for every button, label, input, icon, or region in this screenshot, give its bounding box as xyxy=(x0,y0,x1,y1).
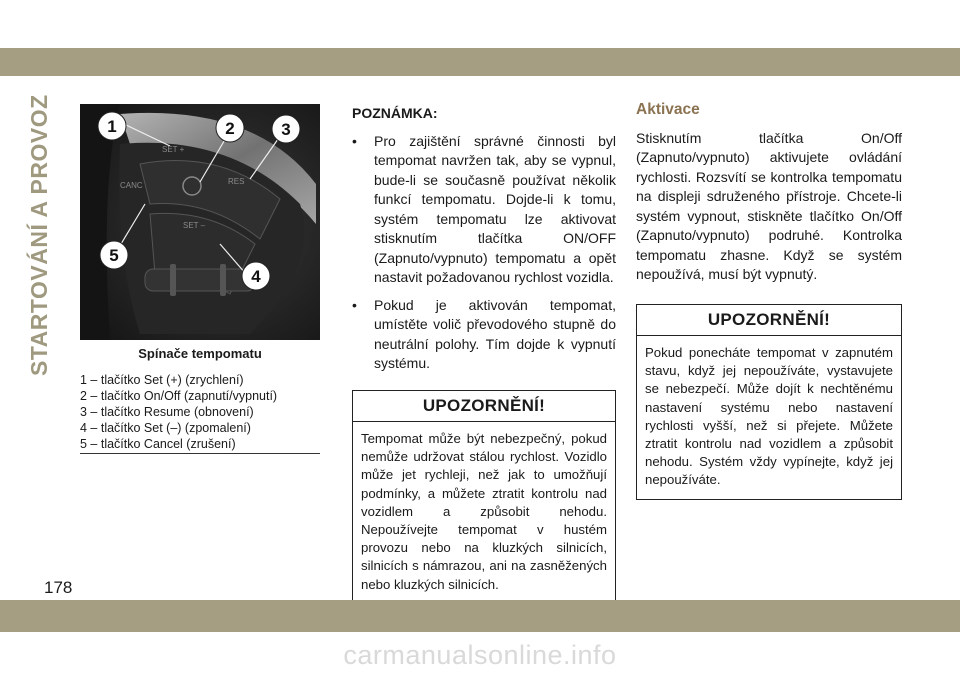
legend-item: 1 – tlačítko Set (+) (zrychlení) xyxy=(80,373,244,387)
set-plus-label: SET + xyxy=(162,145,185,154)
warning-heading: UPOZORNĚNÍ! xyxy=(353,391,615,423)
warning-box xyxy=(352,390,616,604)
callout-3: 3 xyxy=(281,120,291,139)
warning-text: Pokud ponecháte tempomat v zapnutém stavu, když jej nepoužíváte, vystavujete se nebezpečí. Může dojít k nechtěnému nastavení systému nebo nastavení rychlosti vyšší, než si přejete. Můžete ztratit kontrolu nad vozidlem a způsobit nehodu. Systém vždy vypínejte, když jej nepoužíváte. xyxy=(645,345,893,488)
bullet-mark: • xyxy=(352,132,357,149)
figure-caption: Spínače tempomatu xyxy=(138,346,262,361)
legend-item: 2 – tlačítko On/Off (zapnutí/vypnutí) xyxy=(80,389,278,403)
callout-5: 5 xyxy=(109,246,119,265)
footer-band xyxy=(0,600,960,632)
resume-label: RES xyxy=(228,177,245,186)
warning-text: Tempomat může být nebezpečný, pokud nemůže udržovat stálou rychlost. Vozidlo může jet rychleji, než jak to umožňují podmínky, a můžete ztratit kontrolu nad vozidlem a způsobit nehodu. Nepoužívejte tempomat v hustém provozu nebo na kluzkých silnicích, silnicích s námrazou, ani na zasněžených nebo kluzkých silnicích. xyxy=(361,431,607,592)
chapter-side-title: STARTOVÁNÍ A PROVOZ xyxy=(26,94,52,376)
note-column xyxy=(352,104,616,604)
cruise-control-switches-photo xyxy=(80,104,320,340)
watermark: carmanualsonline.info xyxy=(343,640,617,670)
callout-2: 2 xyxy=(225,119,235,138)
section-title: Aktivace xyxy=(636,101,700,118)
page-number: 178 xyxy=(44,578,73,597)
legend-item: 3 – tlačítko Resume (obnovení) xyxy=(80,405,254,419)
warning-heading: UPOZORNĚNÍ! xyxy=(637,305,901,337)
callout-4: 4 xyxy=(251,267,261,286)
activation-column xyxy=(636,100,902,500)
activation-paragraph: Stisknutím tlačítka On/Off (Zapnuto/vypnuto) aktivujete ovládání rychlosti. Rozsvítí se kontrolka tempomatu na displeji sdruženého přístroje. Chcete-li systém vypnout, stiskněte tlačítko On/Off (Zapnuto/vypnuto) podruhé. Kontrolka tempomatu zhasne. Když se systém nepoužívá, musí být vypnutý. xyxy=(636,129,902,282)
note-bullet xyxy=(352,132,616,288)
legend-divider xyxy=(80,453,320,454)
set-minus-label: SET – xyxy=(183,221,206,230)
legend-item: 4 – tlačítko Set (–) (zpomalení) xyxy=(80,421,251,435)
bullet-mark: • xyxy=(352,296,357,313)
note-bullet-text: Pro zajištění správné činnosti byl tempomat navržen tak, aby se vypnul, bude-li se současně používat několik funkcí tempomatu. Dojde-li k tomu, systém tempomatu lze aktivovat stisknutím tlačítka ON/OFF (Zapnuto/vypnuto) tempomatu a opět nastavit požadovanou rychlost vozidla. xyxy=(374,132,616,285)
header-band xyxy=(0,48,960,76)
cancel-label: CANC xyxy=(120,181,143,190)
warning-box xyxy=(636,304,902,500)
figure-legend xyxy=(80,372,320,452)
note-title: POZNÁMKA: xyxy=(352,105,438,121)
note-bullet-text: Pokud je aktivován tempomat, umístěte volič převodového stupně do neutrální polohy. Tím dojde k vypnutí systému. xyxy=(374,296,616,371)
callout-1: 1 xyxy=(107,117,117,136)
legend-item: 5 – tlačítko Cancel (zrušení) xyxy=(80,437,236,451)
note-bullet xyxy=(352,296,616,374)
